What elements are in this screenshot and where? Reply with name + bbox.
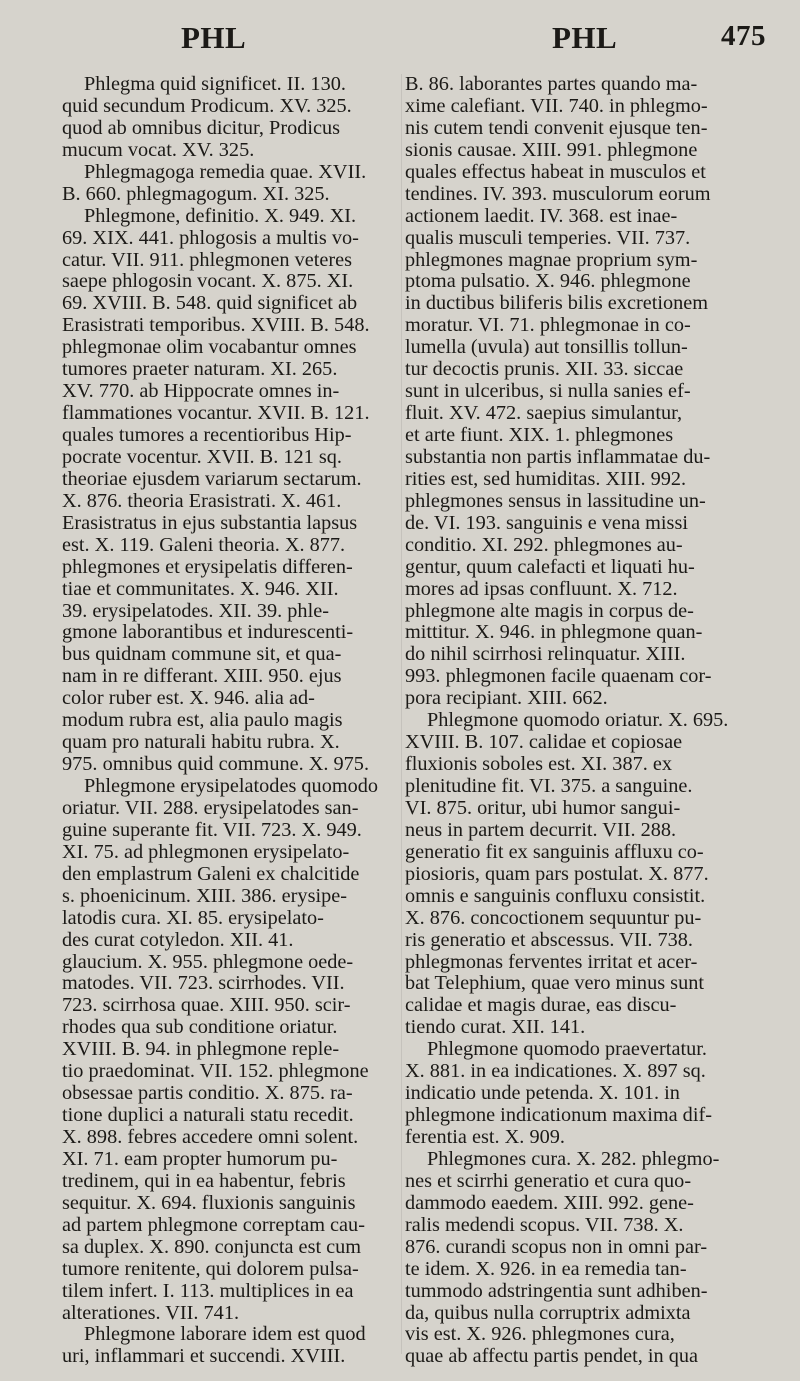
text-line: Phlegmagoga remedia quae. XVII. [84,160,367,183]
text-line: plenitudine fit. VI. 375. a sanguine. [405,775,693,797]
text-line: 993. phlegmonen facile quaenam cor- [405,665,712,688]
text-line: piosioris, quam pars postulat. X. 877. [405,862,709,885]
text-line: VI. 875. oritur, ubi humor sangui- [405,796,681,819]
text-line: 39. erysipelatodes. XII. 39. phle- [62,599,329,622]
text-line: rhodes qua sub conditione oriatur. [62,1016,338,1039]
text-line: saepe phlogosin vocant. X. 875. XI. [62,270,354,293]
text-line: Phlegmones cura. X. 282. phlegmo- [427,1147,720,1170]
text-line: X. 881. in ea indicationes. X. 897 sq. [405,1060,706,1083]
text-line: ralis medendi scopus. VII. 738. X. [405,1213,684,1236]
text-line: flammationes vocantur. XVII. B. 121. [62,402,370,425]
text-line: Phlegmone quomodo praevertatur. [427,1038,707,1061]
text-line: XI. 71. eam propter humorum pu- [62,1147,338,1170]
text-line: xime calefiant. VII. 740. in phlegmo- [405,94,708,117]
text-line: X. 898. febres accedere omni solent. [62,1126,359,1148]
text-line: matodes. VII. 723. scirrhodes. VII. [62,972,345,995]
text-line: nes et scirrhi generatio et cura quo- [405,1169,692,1192]
text-line: Phlegmone, definitio. X. 949. XI. [84,204,357,227]
text-line: oriatur. VII. 288. erysipelatodes san- [62,796,359,819]
text-line: uri, inflammari et succendi. XVIII. [62,1345,346,1368]
text-line: quam pro naturali habitu rubra. X. [62,731,340,754]
text-line: gentur, quum calefacti et liquati hu- [405,555,695,578]
text-line: 69. XIX. 441. phlogosis a multis vo- [62,226,359,249]
right-text-column [405,74,771,1368]
text-line: XI. 75. ad phlegmonen erysipelato- [62,840,350,863]
text-line: glaucium. X. 955. phlegmone oede- [62,950,354,973]
text-line: tumore renitente, qui dolorem pulsa- [62,1257,359,1280]
text-line: Erasistrati temporibus. XVIII. B. 548. [62,314,370,337]
text-line: s. phoenicinum. XIII. 386. erysipe- [62,884,347,907]
text-line: do nihil scirrhosi relinquatur. XIII. [405,643,686,666]
text-line: nam in re differant. XIII. 950. ejus [62,665,342,688]
text-line: Phlegmone laborare idem est quod [84,1323,366,1346]
text-line: ad partem phlegmone correptam cau- [62,1213,365,1236]
text-line: sequitur. X. 694. fluxionis sanguinis [62,1191,356,1214]
text-line: te idem. X. 926. in ea remedia tan- [405,1257,687,1280]
text-line: 876. curandi scopus non in omni par- [405,1235,708,1258]
text-line: phlegmones sensus in lassitudine un- [405,489,706,512]
column-gutter [401,74,402,1354]
text-line: fluit. XV. 472. saepius simulantur, [405,402,683,425]
text-line: da, quibus nulla corruptrix admixta [405,1301,691,1324]
header-left-keyword: PHL [181,20,247,55]
text-line: B. 660. phlegmagogum. XI. 325. [62,182,330,205]
text-line: in ductibus biliferis bilis excretionem [405,292,709,315]
text-line: phlegmone alte magis in corpus de- [405,599,694,622]
text-line: qualis musculi temperies. VII. 737. [405,226,691,249]
text-line: pora recipiant. XIII. 662. [405,687,608,710]
text-line: color ruber est. X. 946. alia ad- [62,687,315,710]
text-line: B. 86. laborantes partes quando ma- [405,74,698,95]
text-line: phlegmonae olim vocabantur omnes [62,336,357,359]
text-line: bus quidnam commune sit, et qua- [62,643,342,666]
text-line: den emplastrum Galeni ex chalcitide [62,862,360,885]
text-line: tendines. IV. 393. musculorum eorum [405,182,711,205]
text-line: sunt in ulceribus, si nulla sanies ef- [405,380,691,403]
text-line: tione duplici a naturali statu recedit. [62,1104,354,1127]
text-line: ptoma pulsatio. X. 946. phlegmone [405,270,691,293]
text-line: bat Telephium, quae vero minus sunt [405,972,704,995]
text-line: phlegmones et erysipelatis differen- [62,555,353,578]
text-line: 69. XVIII. B. 548. quid significet ab [62,292,358,315]
text-line: est. X. 119. Galeni theoria. X. 877. [62,533,346,556]
text-line: tumores praeter naturam. XI. 265. [62,358,338,381]
text-line: tilem infert. I. 113. multiplices in ea [62,1279,354,1302]
text-line: obsessae partis conditio. X. 875. ra- [62,1082,353,1105]
text-line: tredinem, qui in ea habentur, febris [62,1169,346,1192]
text-line: indicatio unde petenda. X. 101. in [405,1082,680,1105]
text-line: fluxionis soboles est. XI. 387. ex [405,753,673,776]
page-number: 475 [721,20,766,52]
text-line: calidae et magis durae, eas discu- [405,994,677,1017]
text-line: modum rubra est, alia paulo magis [62,709,343,732]
text-line: quae ab affectu partis pendet, in qua [405,1345,699,1368]
text-line: quales effectus habeat in musculos et [405,160,706,183]
text-line: pocrate vocentur. XVII. B. 121 sq. [62,445,342,468]
text-line: 723. scirrhosa quae. XIII. 950. scir- [62,994,351,1017]
text-line: 975. omnibus quid commune. X. 975. [62,753,370,776]
text-line: actionem laedit. IV. 368. est inae- [405,204,678,227]
text-line: tiendo curat. XII. 141. [405,1016,586,1039]
text-line: quod ab omnibus dicitur, Prodicus [62,116,341,139]
text-line: catur. VII. 911. phlegmonen veteres [62,248,353,271]
text-line: tio praedominat. VII. 152. phlegmone [62,1060,369,1083]
text-line: alterationes. VII. 741. [62,1301,240,1324]
text-line: omnis e sanguinis confluxu consistit. [405,884,706,907]
text-line: Phlegmone quomodo oriatur. X. 695. [427,709,729,732]
text-line: Erasistratus in ejus substantia lapsus [62,511,358,534]
text-line: quales tumores a recentioribus Hip- [62,424,352,446]
text-line: neus in partem decurrit. VII. 288. [405,818,677,841]
text-line: XVIII. B. 94. in phlegmone reple- [62,1038,340,1061]
text-line: tiae et communitates. X. 946. XII. [62,577,339,600]
text-line: des curat cotyledon. XII. 41. [62,928,294,951]
text-line: phlegmonas ferventes irritat et acer- [405,950,698,973]
text-line: tur decoctis prunis. XII. 33. siccae [405,358,684,381]
text-line: quid secundum Prodicum. XV. 325. [62,94,352,117]
text-line: sionis causae. XIII. 991. phlegmone [405,138,698,161]
text-line: theoriae ejusdem variarum sectarum. [62,467,362,490]
text-line: Phlegmone erysipelatodes quomodo [84,775,379,797]
text-line: substantia non partis inflammatae du- [405,445,711,468]
text-line: guine superante fit. VII. 723. X. 949. [62,818,362,841]
text-line: gmone laborantibus et indurescenti- [62,621,354,644]
text-line: ris generatio et abscessus. VII. 738. [405,928,693,951]
text-line: tummodo adstringentia sunt adhiben- [405,1279,708,1302]
header-right-keyword: PHL [552,20,618,55]
left-text-column [62,74,399,1368]
text-line: XV. 770. ab Hippocrate omnes in- [62,380,340,403]
text-line: mores ad ipsas confluunt. X. 712. [405,577,678,600]
text-line: rities est, sed humiditas. XIII. 992. [405,467,687,490]
text-line: XVIII. B. 107. calidae et copiosae [405,731,683,754]
text-line: X. 876. theoria Erasistrati. X. 461. [62,489,342,512]
text-line: lumella (uvula) aut tonsillis tollun- [405,336,688,359]
text-line: generatio fit ex sanguinis affluxu co- [405,840,704,863]
text-line: conditio. XI. 292. phlegmones au- [405,533,683,556]
text-line: latodis cura. XI. 85. erysipelato- [62,906,324,929]
text-line: nis cutem tendi convenit ejusque ten- [405,116,708,139]
text-line: moratur. VI. 71. phlegmonae in co- [405,314,691,337]
text-line: mucum vocat. XV. 325. [62,138,255,161]
text-line: X. 876. concoctionem sequuntur pu- [405,906,702,929]
text-line: sa duplex. X. 890. conjuncta est cum [62,1235,362,1258]
text-line: dammodo eaedem. XIII. 992. gene- [405,1191,694,1214]
text-line: et arte fiunt. XIX. 1. phlegmones [405,424,674,446]
text-line: ferentia est. X. 909. [405,1126,565,1148]
text-line: Phlegma quid significet. II. 130. [84,74,346,95]
text-line: de. VI. 193. sanguinis e vena missi [405,511,688,534]
running-header [0,20,800,64]
text-line: mittitur. X. 946. in phlegmone quan- [405,621,703,644]
text-line: vis est. X. 926. phlegmones cura, [405,1323,675,1346]
text-line: phlegmones magnae proprium sym- [405,248,698,271]
text-line: phlegmone indicationum maxima dif- [405,1104,712,1127]
